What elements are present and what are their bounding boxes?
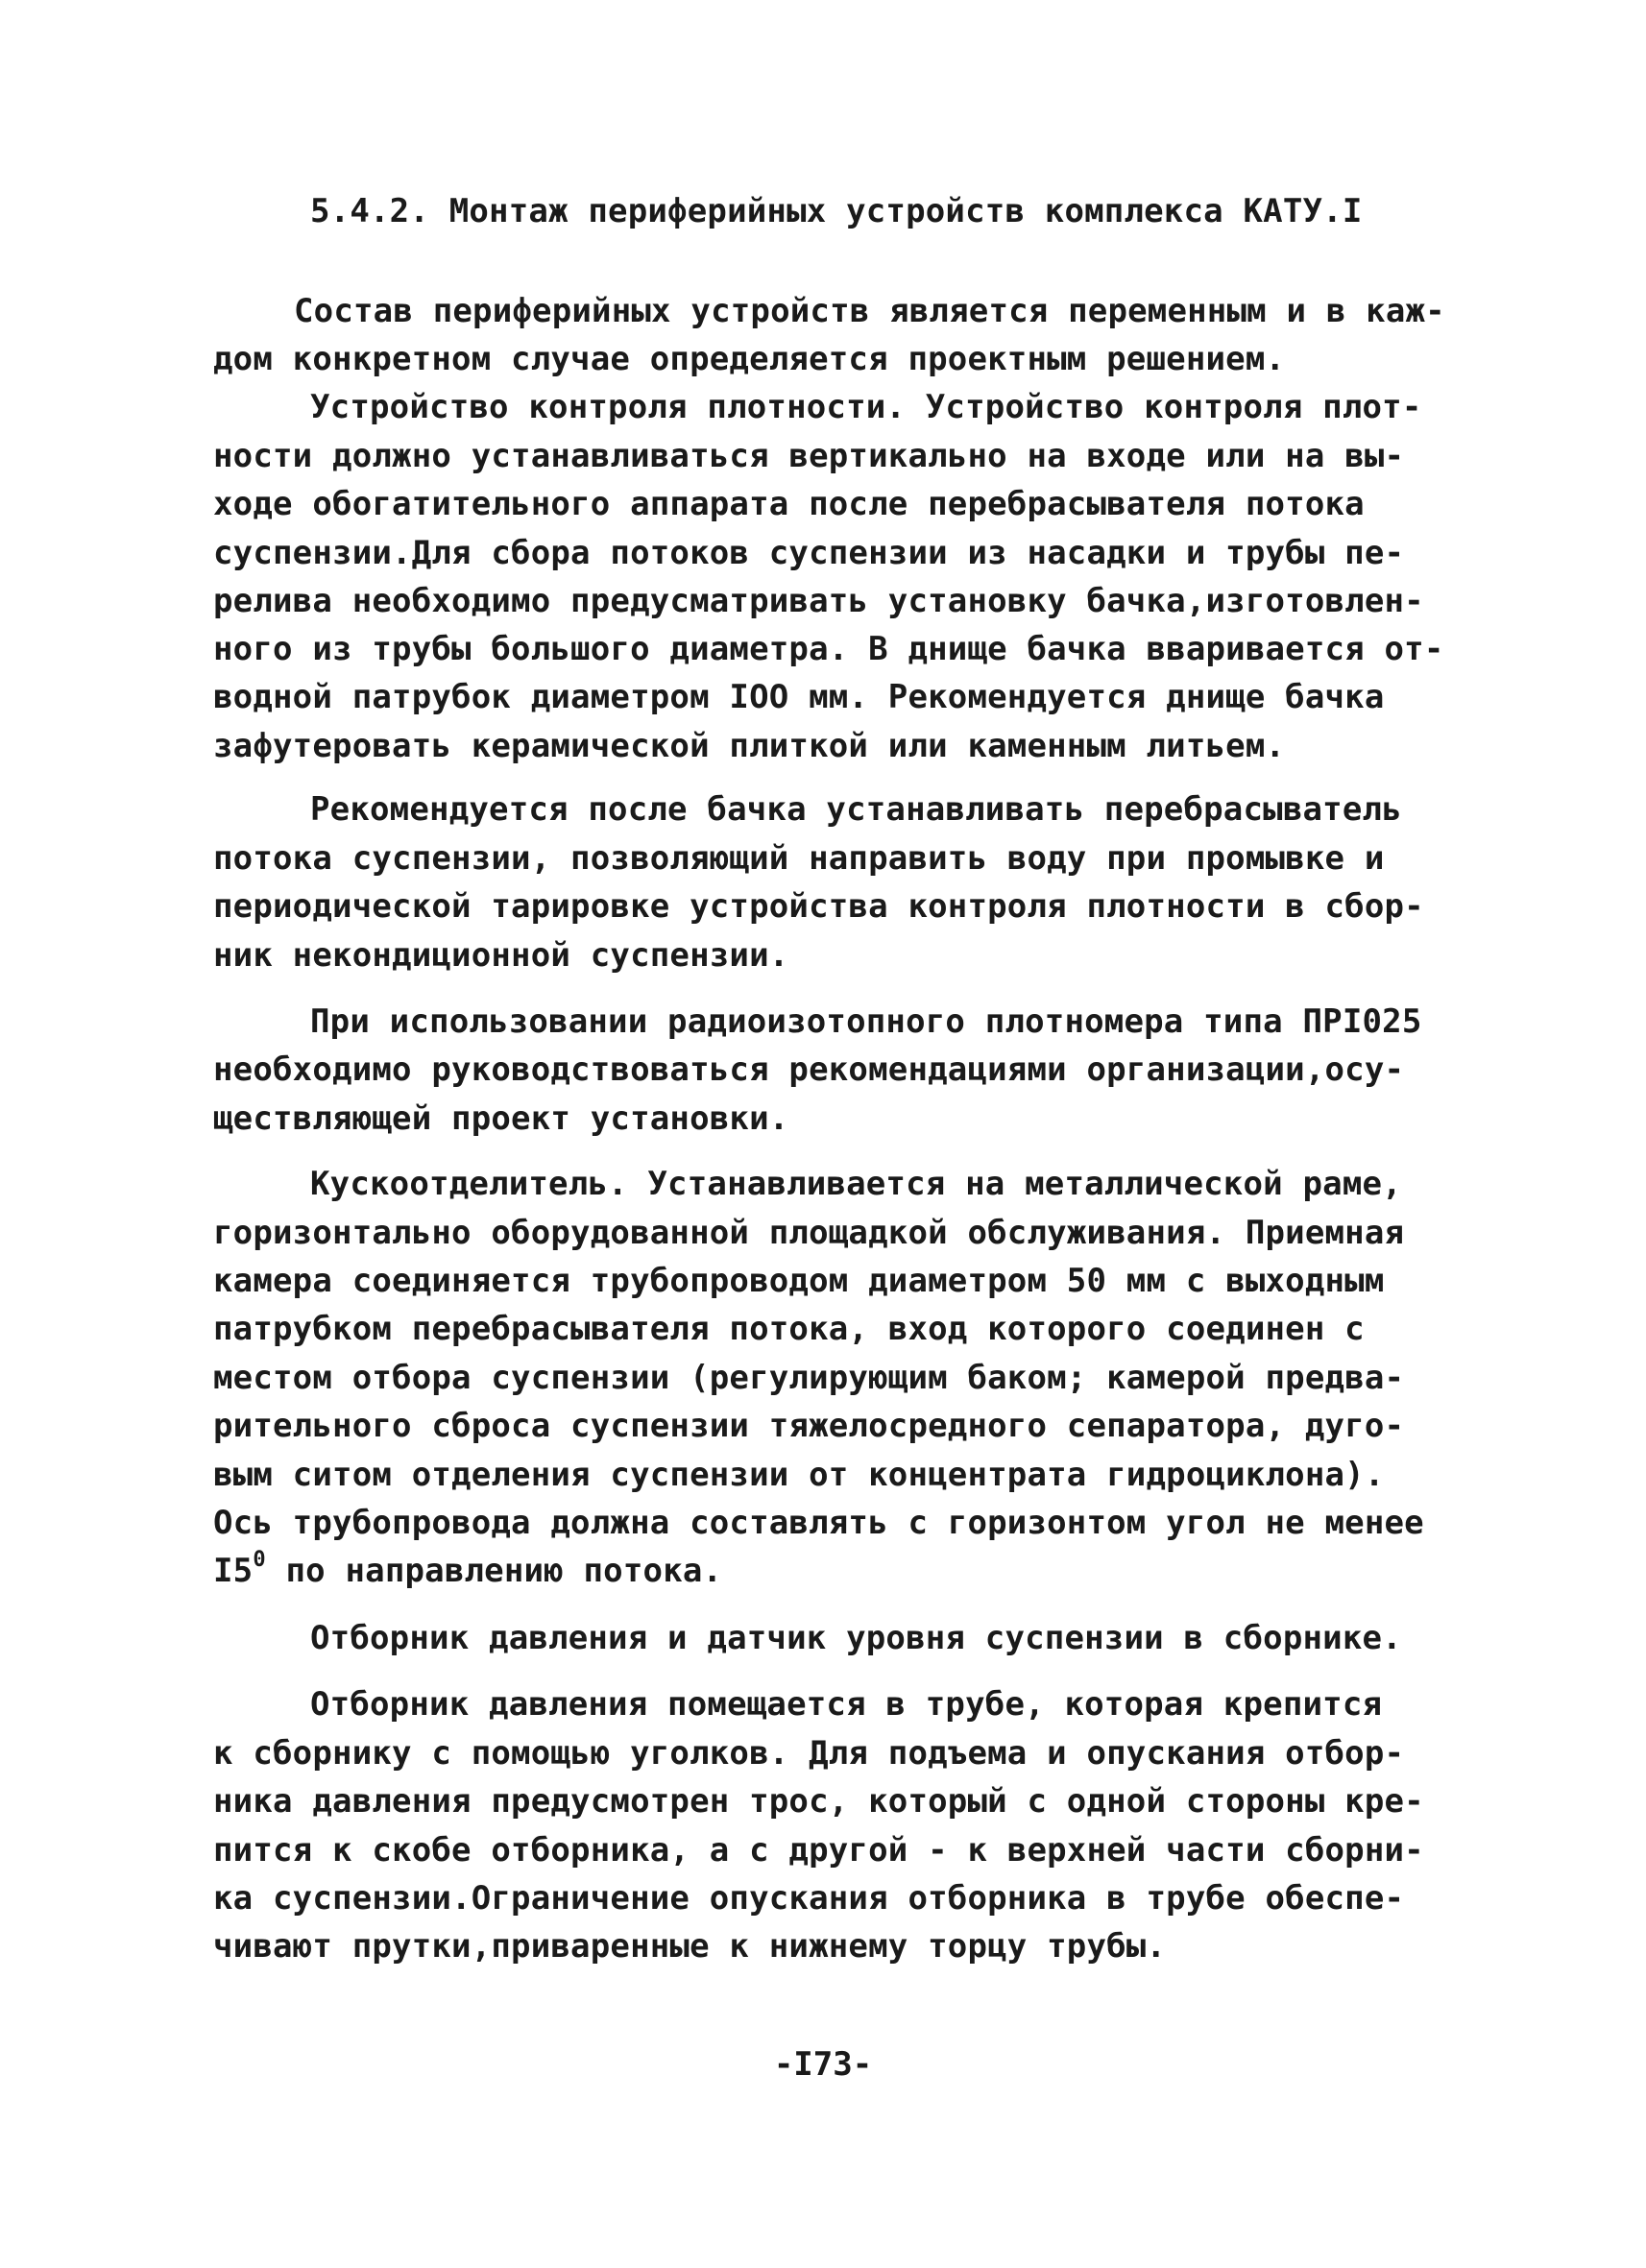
paragraph-1-line-1: Состав периферийных устройств является переменным и в каж- bbox=[294, 292, 1445, 330]
paragraph-5-line-2: горизонтально оборудованной площадкой обслуживания. Приемная bbox=[213, 1214, 1405, 1252]
paragraph-5-line-8: Ось трубопровода должна составлять с горизонтом угол не менее bbox=[213, 1504, 1424, 1542]
paragraph-2-line-1: Устройство контроля плотности. Устройство контроля плот- bbox=[310, 388, 1422, 426]
page-number: -I73- bbox=[773, 2045, 873, 2084]
degree-superscript: 0 bbox=[253, 1548, 266, 1572]
section-heading: 5.4.2. Монтаж периферийных устройств комплекса КАТУ.I bbox=[310, 192, 1363, 230]
paragraph-3-line-1: Рекомендуется после бачка устанавливать перебрасыватель bbox=[310, 790, 1402, 829]
paragraph-4-line-1: При использовании радиоизотопного плотномера типа ПРI025 bbox=[310, 1002, 1422, 1041]
angle-suffix: по направлению потока. bbox=[265, 1552, 723, 1590]
paragraph-2-line-5: релива необходимо предусматривать установку бачка,изготовлен- bbox=[213, 582, 1424, 620]
paragraph-5-line-9 bbox=[213, 1548, 723, 1590]
paragraph-7-line-4: пится к скобе отборника, а с другой - к верхней части сборни- bbox=[213, 1831, 1424, 1870]
paragraph-5-line-5: местом отбора суспензии (регулирующим баком; камерой предва- bbox=[213, 1359, 1405, 1397]
paragraph-1-line-2: дом конкретном случае определяется проектным решением. bbox=[213, 340, 1286, 378]
paragraph-7-line-2: к сборнику с помощью уголков. Для подъема и опускания отбор- bbox=[213, 1734, 1405, 1773]
paragraph-7-line-3: ника давления предусмотрен трос, который с одной стороны кре- bbox=[213, 1782, 1424, 1821]
paragraph-5-line-4: патрубком перебрасывателя потока, вход которого соединен с bbox=[213, 1310, 1365, 1348]
angle-value: I5 bbox=[213, 1552, 254, 1590]
paragraph-3-line-3: периодической тарировке устройства контроля плотности в сбор- bbox=[213, 887, 1424, 926]
paragraph-4-line-2: необходимо руководствоваться рекомендациями организации,осу- bbox=[213, 1050, 1405, 1089]
paragraph-5-line-6: рительного сброса суспензии тяжелосредного сепаратора, дуго- bbox=[213, 1407, 1405, 1445]
paragraph-5-line-7: вым ситом отделения суспензии от концентрата гидроциклона). bbox=[213, 1456, 1385, 1494]
paragraph-5-line-3: камера соединяется трубопроводом диаметром 50 мм с выходным bbox=[213, 1262, 1385, 1300]
paragraph-2-line-3: ходе обогатительного аппарата после перебрасывателя потока bbox=[213, 485, 1365, 523]
paragraph-2-line-8: зафутеровать керамической плиткой или каменным литьем. bbox=[213, 727, 1286, 765]
paragraph-2-line-4: суспензии.Для сбора потоков суспензии из насадки и трубы пе- bbox=[213, 534, 1405, 572]
paragraph-2-line-7: водной патрубок диаметром IOO мм. Рекомендуется днище бачка bbox=[213, 678, 1385, 716]
paragraph-5-line-1: Кускоотделитель. Устанавливается на металлической раме, bbox=[310, 1165, 1402, 1203]
paragraph-7-line-1: Отборник давления помещается в трубе, которая крепится bbox=[310, 1685, 1383, 1724]
paragraph-2-line-2: ности должно устанавливаться вертикально на входе или на вы- bbox=[213, 437, 1405, 475]
paragraph-7-line-5: ка суспензии.Ограничение опускания отборника в трубе обеспе- bbox=[213, 1879, 1405, 1918]
paragraph-3-line-4: ник некондиционной суспензии. bbox=[213, 936, 789, 975]
paragraph-7-line-6: чивают прутки,приваренные к нижнему торцу трубы. bbox=[213, 1927, 1167, 1966]
paragraph-6-line-1: Отборник давления и датчик уровня суспензии в сборнике. bbox=[310, 1619, 1402, 1657]
paragraph-2-line-6: ного из трубы большого диаметра. В днище бачка вваривается от- bbox=[213, 630, 1444, 668]
paragraph-3-line-2: потока суспензии, позволяющий направить воду при промывке и bbox=[213, 839, 1385, 878]
paragraph-4-line-3: ществляющей проект установки. bbox=[213, 1099, 789, 1138]
